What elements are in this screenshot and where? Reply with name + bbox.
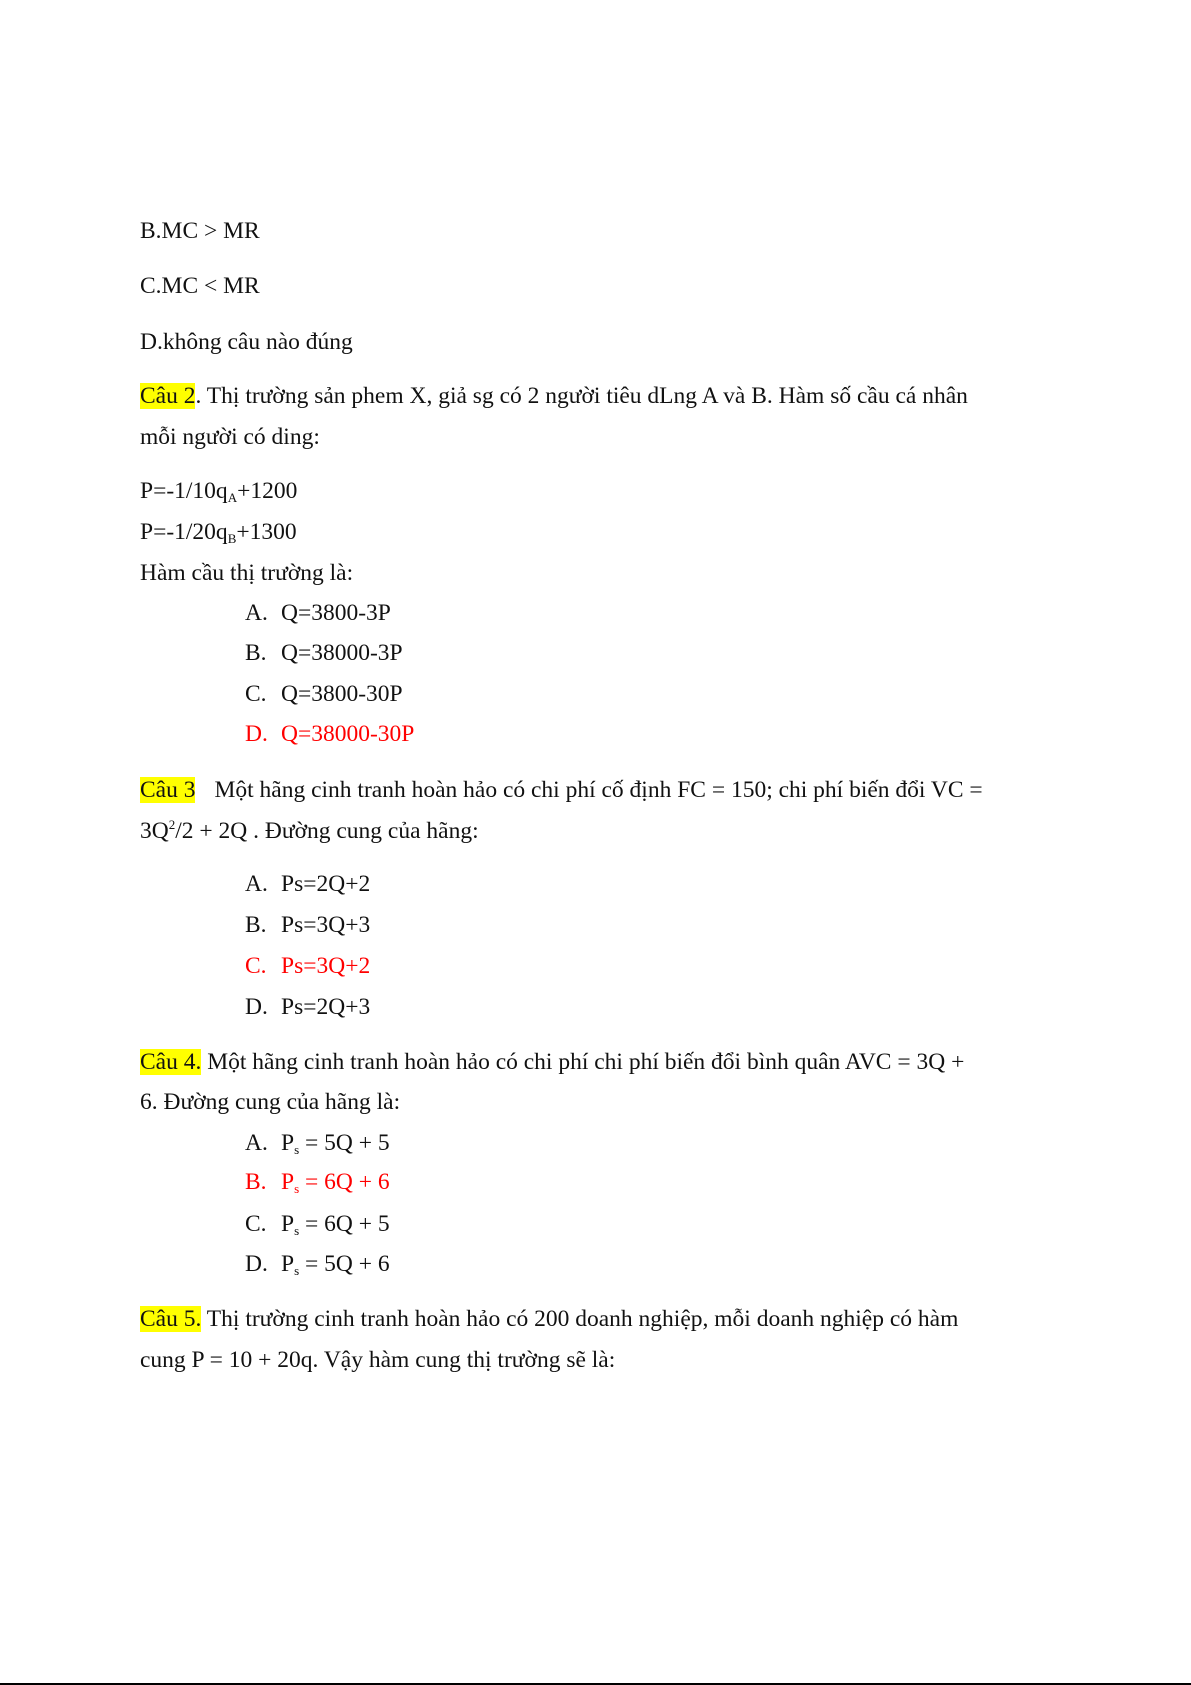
q4-option-c-letter: C. [245,1211,267,1237]
q4-label: Câu 4. [140,1049,202,1075]
q3-stem-line1 [140,775,983,805]
prev-option-b: B.MC > MR [140,218,260,244]
q2-eq1-sub: A [227,490,238,505]
q4-option-d-post: = 5Q + 6 [299,1251,390,1277]
q4-option-b-sub: s [294,1181,300,1196]
q3-option-d-text: Ps=2Q+3 [281,994,371,1020]
q4-option-c-sub: s [294,1223,300,1238]
q4-option-b-letter: B. [245,1169,267,1195]
q4-stem-text: Một hãng cinh tranh hoàn hảo có chi phí chi phí biến đổi bình quân AVC = 3Q + [201,1049,965,1075]
q2-option-b-letter: B. [245,640,267,666]
q4-option-a [245,1128,390,1158]
q4-option-b-post: = 6Q + 6 [299,1169,390,1195]
q3-option-b-letter: B. [245,912,267,938]
q2-eq2-sub: B [227,531,237,546]
q2-stem-text: . Thị trường sản phem X, giả sg có 2 người tiêu dLng A và B. Hàm số cầu cá nhân [195,383,968,409]
q3-option-d-letter: D. [245,994,268,1020]
q4-option-c-pre: P [281,1211,295,1237]
q2-option-a [245,598,391,628]
q3-stem-line2 [140,816,479,846]
q3-option-c-letter: C. [245,953,267,979]
q5-stem-line2: cung P = 10 + 20q. Vậy hàm cung thị trường sẽ là: [140,1347,616,1373]
q3-stem-post: /2 + 2Q . Đường cung của hãng: [175,818,479,844]
q3-option-b [245,910,370,940]
prev-option-c: C.MC < MR [140,273,260,299]
q2-option-d-letter: D. [245,721,268,747]
prev-option-d: D.không câu nào đúng [140,329,353,355]
q2-option-c [245,679,403,709]
q3-option-d [245,992,370,1022]
q3-option-c-correct [245,951,370,981]
q5-stem-text: Thị trường cinh tranh hoàn hảo có 200 doanh nghiệp, mỗi doanh nghiệp có hàm [201,1306,959,1332]
q2-eq1-post: +1200 [237,478,298,504]
q2-option-b [245,638,403,668]
q4-option-a-pre: P [281,1130,295,1156]
q5-label: Câu 5. [140,1306,202,1332]
q2-option-b-text: Q=38000-3P [281,640,403,666]
q2-eq2-pre: P=-1/20q [140,519,228,545]
q2-equation-a [140,476,297,506]
q3-option-b-text: Ps=3Q+3 [281,912,371,938]
q4-option-c-post: = 6Q + 5 [299,1211,390,1237]
q2-eq1-pre: P=-1/10q [140,478,228,504]
q3-option-a-text: Ps=2Q+2 [281,871,371,897]
q2-eq2-post: +1300 [236,519,297,545]
q4-stem-line2: 6. Đường cung của hãng là: [140,1089,401,1115]
q4-option-c [245,1209,390,1239]
q3-label: Câu 3 [140,777,196,803]
q3-stem-sup: 2 [168,817,176,832]
q2-stem-line2: mỗi người có ding: [140,424,320,450]
q2-option-d-text: Q=38000-30P [281,721,415,747]
q4-option-d-pre: P [281,1251,295,1277]
q4-option-a-sub: s [294,1142,300,1157]
q4-option-d [245,1249,390,1279]
q4-option-a-letter: A. [245,1130,268,1156]
q2-label: Câu 2 [140,383,196,409]
q4-option-b-pre: P [281,1169,295,1195]
q3-stem-pre: 3Q [140,818,169,844]
q4-option-b-correct [245,1167,390,1197]
q4-option-d-sub: s [294,1263,300,1278]
q3-stem-text: Một hãng cinh tranh hoàn hảo có chi phí cố định FC = 150; chi phí biến đổi VC = [214,777,983,803]
q2-prompt: Hàm cầu thị trường là: [140,560,354,586]
q2-option-c-letter: C. [245,681,267,707]
q2-option-a-text: Q=3800-3P [281,600,391,626]
q2-equation-b [140,517,297,547]
q3-option-a-letter: A. [245,871,268,897]
q3-option-c-text: Ps=3Q+2 [281,953,371,979]
q2-option-a-letter: A. [245,600,268,626]
q4-stem-line1 [140,1047,964,1077]
q2-option-d-correct [245,719,414,749]
q2-option-c-text: Q=3800-30P [281,681,403,707]
q2-stem-line1 [140,381,968,411]
q3-option-a [245,869,370,899]
q5-stem-line1 [140,1304,958,1334]
q4-option-d-letter: D. [245,1251,268,1277]
q4-option-a-post: = 5Q + 5 [299,1130,390,1156]
